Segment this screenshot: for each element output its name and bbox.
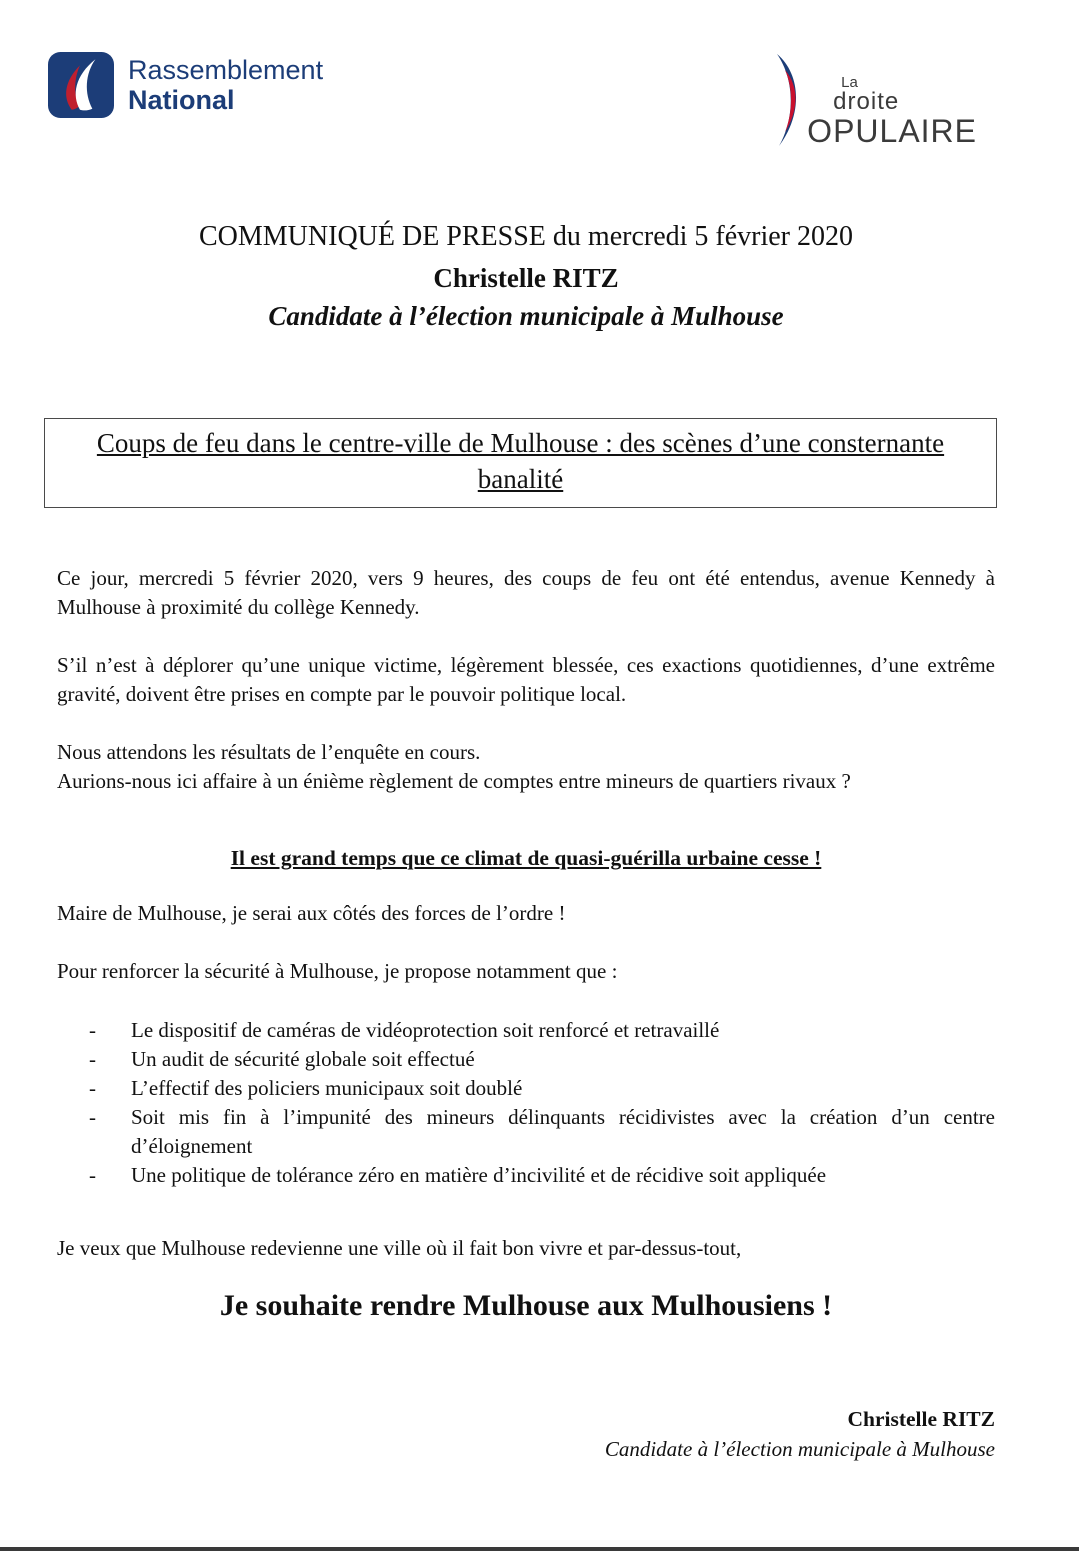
paragraph-2: S’il n’est à déplorer qu’une unique victime, légèrement blessée, ces exactions quotidiennes, d’une extrême gravité, doivent être prises en compte par le pouvoir politique local. [57,653,995,706]
proposal-list [57,1016,995,1190]
list-item [89,1074,995,1103]
headline-box [44,418,997,508]
droite-populaire-logo [771,52,977,148]
dp-logo-la: La [841,74,858,91]
press-release-title: COMMUNIQUÉ DE PRESSE du mercredi 5 février 2020 [198,221,854,252]
list-item [89,1103,995,1161]
rn-logo-line2: National [128,85,235,115]
bullet-text: L’effectif des policiers municipaux soit doublé [131,1076,523,1100]
page-bottom-edge [0,1547,1079,1551]
paragraph-4: Maire de Mulhouse, je serai aux côtés des forces de l’ordre ! [57,901,566,925]
dp-logo-droite: droite [833,88,900,115]
bullet-text: Soit mis fin à l’impunité des mineurs délinquants récidivistes avec la création d’un centre d’éloignement [131,1105,995,1158]
paragraph-3-line2: Aurions-nous ici affaire à un énième règlement de comptes entre mineurs de quartiers rivaux ? [57,769,851,793]
dp-logo-text [807,76,977,148]
signature-role: Candidate à l’élection municipale à Mulhouse [604,1437,995,1461]
paragraph-3 [57,738,995,796]
paragraph-6: Je veux que Mulhouse redevienne une ville où il fait bon vivre et par-dessus-tout, [57,1236,742,1260]
bullet-text: Une politique de tolérance zéro en matière d’incivilité et de récidive soit appliquée [131,1163,827,1187]
paragraph-3-line1: Nous attendons les résultats de l’enquête en cours. [57,740,481,764]
dp-logo-populaire: OPULAIRE [807,113,977,149]
press-release-author: Christelle RITZ [433,263,619,293]
paragraph-1: Ce jour, mercredi 5 février 2020, vers 9 heures, des coups de feu ont été entendus, avenue Kennedy à Mulhouse à proximité du collège Kennedy. [57,566,995,619]
callout-slogan: Je souhaite rendre Mulhouse aux Mulhousiens ! [219,1289,833,1322]
bullet-text: Le dispositif de caméras de vidéoprotection soit renforcé et retravaillé [131,1018,720,1042]
paragraph-5: Pour renforcer la sécurité à Mulhouse, je propose notamment que : [57,959,618,983]
list-item [89,1016,995,1045]
bullet-dash: - [89,1018,96,1042]
list-item [89,1045,995,1074]
rassemblement-national-logo [48,52,323,118]
rn-flame-icon [48,52,114,118]
headline-text: Coups de feu dans le centre-ville de Mulhouse : des scènes d’une consternante banalité [96,428,945,494]
rn-logo-text [128,55,323,115]
rn-logo-line1: Rassemblement [128,55,324,85]
bullet-dash: - [89,1076,96,1100]
signature-name: Christelle RITZ [847,1407,995,1431]
press-release-author-role: Candidate à l’élection municipale à Mulhouse [268,301,784,331]
callout-urban-guerrilla: Il est grand temps que ce climat de quasi-guérilla urbaine cesse ! [230,846,822,870]
bullet-dash: - [89,1047,96,1071]
bullet-text: Un audit de sécurité globale soit effectué [131,1047,475,1071]
list-item [89,1161,995,1190]
document-header [57,218,995,334]
signature-block [57,1405,995,1464]
bullet-dash: - [89,1163,96,1187]
bullet-dash: - [89,1105,96,1129]
